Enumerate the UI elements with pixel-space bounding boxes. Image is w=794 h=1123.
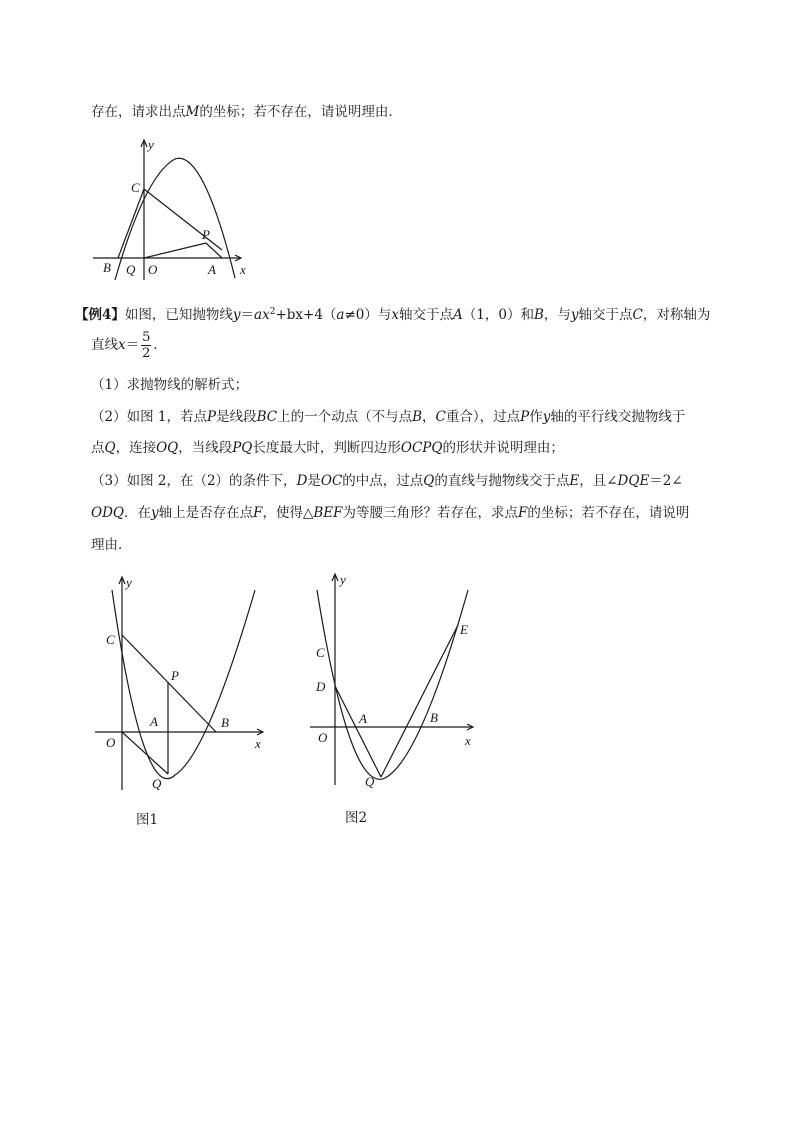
fig2-label-d: D	[316, 679, 326, 694]
top-label-p: P	[202, 227, 210, 242]
q2-text: 上的一个动点（不与点	[277, 409, 413, 425]
q2-text: ，当线段	[178, 440, 233, 456]
q3-var: BEF	[313, 505, 343, 521]
ex4-text: ＝	[240, 307, 255, 323]
fig1-label-x: x	[255, 736, 261, 751]
q2-text: 作	[529, 409, 543, 425]
fig2-label-e: E	[460, 622, 468, 637]
figure-2-caption: 图2	[345, 810, 368, 826]
q2-var: BC	[256, 409, 278, 425]
q3-var: y	[150, 505, 159, 521]
top-label-b: B	[103, 260, 111, 275]
ex4-var: A	[453, 307, 463, 323]
ex4-var: y	[232, 307, 241, 323]
ex4-text: ，对称轴为	[642, 307, 711, 323]
q3-var: F	[253, 505, 263, 521]
q3-text: 的直线与抛物线交于点	[434, 473, 570, 489]
q2-text: 轴的平行线交抛物线于	[550, 409, 686, 425]
q3-var: DQE	[617, 473, 650, 489]
ex4-text: 如图，已知抛物线	[124, 307, 233, 323]
figure-1	[95, 575, 275, 795]
q3-text: ，使得△	[262, 505, 314, 521]
question-3-line-2	[91, 503, 689, 523]
intro-line	[91, 102, 402, 122]
q2-var: y	[542, 409, 551, 425]
q3-var: ODQ	[91, 505, 124, 521]
q2-text: （2）如图 1，若点	[91, 409, 207, 425]
ex4-var: C	[632, 307, 643, 323]
question-3-line-1	[91, 471, 683, 491]
q3-text: 轴上是否存在点	[158, 505, 254, 521]
ex4-text: 轴交于点	[578, 307, 633, 323]
fig1-label-a: A	[150, 714, 158, 729]
top-label-x: x	[240, 262, 246, 277]
ex4-text: 轴交于点	[399, 307, 454, 323]
q2-var: PQ	[232, 440, 253, 456]
ex4-text: （1，0）和	[462, 307, 534, 323]
frac-num: 5	[142, 330, 151, 345]
q3-text: ＝2∠	[649, 473, 683, 489]
figure-2	[310, 570, 485, 795]
q3-text: 的坐标；若不存在，请说明	[527, 505, 690, 521]
q2-text: ，	[422, 409, 436, 425]
question-3-line-3	[91, 535, 132, 555]
fig2-label-q: Q	[365, 774, 375, 789]
q3-var: OC	[320, 473, 343, 489]
q2-var: OQ	[156, 440, 179, 456]
q2-text: 重合），过点	[445, 409, 521, 425]
fig1-label-b: B	[221, 715, 229, 730]
fig1-label-q: Q	[152, 776, 162, 791]
q3-text: 的中点，过点	[342, 473, 424, 489]
fig2-parabola	[317, 590, 468, 779]
fig2-segment-qe	[381, 625, 458, 777]
ex4-var: x	[118, 337, 126, 353]
ex4-tag: 【例4】	[75, 307, 125, 323]
ex4-text: ＝	[125, 337, 140, 353]
top-segment-pa	[206, 243, 222, 258]
ex4-text: ，与	[543, 307, 571, 323]
ex4-var: y	[570, 307, 579, 323]
question-2-line-1	[91, 407, 685, 427]
question-1	[91, 375, 248, 395]
q3-text: （3）如图 2，在（2）的条件下，	[91, 473, 297, 489]
ex4-text: ．	[153, 337, 167, 353]
intro-text-a: 存在，请求出点	[91, 104, 186, 120]
q2-text: ，连接	[115, 440, 157, 456]
ex4-var: B	[533, 307, 544, 323]
q2-var: Q	[104, 440, 116, 456]
fig2-label-a: A	[359, 711, 367, 726]
q2-var: C	[435, 409, 446, 425]
ex4-var: x	[391, 307, 400, 323]
ex4-line-1	[75, 302, 710, 325]
fig2-segment-dq	[335, 686, 381, 777]
ex4-text: +bx+4（	[275, 307, 337, 323]
fig2-label-y: y	[340, 572, 346, 587]
ex4-text: ≠0）与	[344, 307, 392, 323]
top-label-c: C	[131, 180, 140, 195]
fig1-label-y: y	[126, 575, 132, 590]
q1-text: （1）求抛物线的解析式；	[91, 377, 249, 393]
fig2-label-x: x	[465, 733, 471, 748]
top-label-q: Q	[126, 262, 136, 277]
q2-var: P	[520, 409, 530, 425]
q3-text: ，且∠	[579, 473, 618, 489]
fig1-segment-oq	[122, 732, 168, 774]
fraction-five-halves	[141, 330, 151, 361]
top-segment-cb	[118, 189, 144, 258]
figure-1-caption: 图1	[136, 812, 159, 828]
fig2-label-o: O	[318, 730, 328, 745]
ex4-line-2	[91, 330, 167, 361]
q2-text: 长度最大时，判断四边形	[252, 440, 401, 456]
fig2-label-c: C	[316, 645, 325, 660]
ex4-sup: 2	[269, 307, 276, 317]
q2-var: OCPQ	[400, 440, 443, 456]
intro-text-b: 的坐标；若不存在，请说明理由．	[199, 104, 402, 120]
frac-den: 2	[142, 346, 151, 361]
q3-var: F	[518, 505, 528, 521]
q2-text: 点	[91, 440, 105, 456]
q2-text: 的形状并说明理由；	[442, 440, 564, 456]
q3-var: E	[569, 473, 580, 489]
q2-var: P	[206, 409, 217, 425]
top-segment-qp	[144, 243, 206, 258]
q3-text: 是	[307, 473, 321, 489]
figure-top	[85, 135, 260, 285]
q3-var: Q	[423, 473, 435, 489]
q3-text: 理由．	[91, 537, 132, 553]
q2-var: B	[412, 409, 423, 425]
top-label-a: A	[208, 262, 216, 277]
intro-var-m: M	[185, 104, 200, 120]
fig1-label-c: C	[106, 632, 115, 647]
fig1-parabola	[112, 590, 255, 779]
question-2-line-2	[91, 438, 564, 458]
q3-var: D	[296, 473, 308, 489]
fig1-label-o: O	[106, 735, 116, 750]
q3-text: ．在	[123, 505, 151, 521]
fig2-label-b: B	[430, 710, 438, 725]
fig1-label-p: P	[171, 668, 179, 683]
ex4-var: a	[336, 307, 345, 323]
ex4-var: ax	[254, 307, 270, 323]
q3-text: 为等腰三角形？若存在，求点	[342, 505, 519, 521]
top-label-o: O	[148, 262, 158, 277]
q2-text: 是线段	[216, 409, 257, 425]
ex4-text: 直线	[91, 337, 118, 353]
top-label-y: y	[148, 137, 154, 152]
